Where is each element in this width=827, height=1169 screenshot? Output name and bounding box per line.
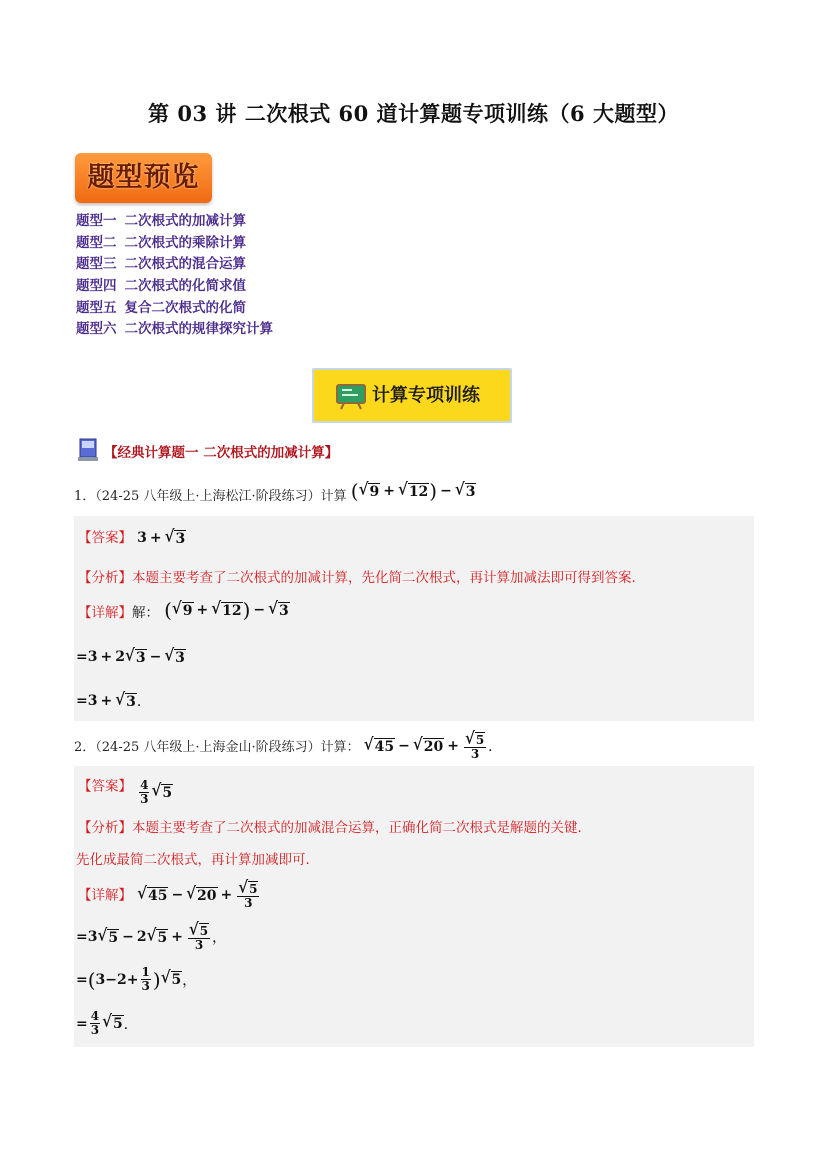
step-1-2: = 3 + √ 3 ． (76, 688, 151, 710)
type-item (76, 319, 273, 341)
analysis-2-line-2: 先化成最简二次根式，再计算加减即可． (76, 852, 319, 868)
type-text: 二次根式的乘除计算 (124, 234, 246, 251)
step-2-2: = ( 3 − 2 + $\frac{1}{3}$ ) √ 5 ， (76, 965, 197, 994)
type-text: 二次根式的规律探究计算 (124, 321, 273, 338)
answer-2: 【答案】 $\frac{4}{3}$ √ 5 (78, 778, 173, 807)
question-1-expression: ( √ 9 + √ 12 ) − √ 3 (350, 478, 476, 503)
calc-training-label: 计算专项训练 (372, 385, 480, 406)
book-icon (76, 437, 100, 463)
type-item (76, 233, 273, 255)
question-2-expression: √ 45 − √ 20 + √ 5 3 ． (363, 728, 503, 762)
step-2-3: = $\frac{4}{3}$ √ 5 ． (76, 1009, 138, 1038)
type-tag: 题型二 (76, 234, 117, 251)
type-item (76, 276, 273, 298)
type-tag: 题型五 (76, 299, 117, 316)
analysis-1: 【分析】本题主要考查了二次根式的加减计算，先化简二次根式，再计算加减法即可得到答案． (78, 570, 645, 586)
type-tag: 题型三 (76, 256, 117, 273)
question-2-lead: 2．（24-25 八年级上·上海金山·阶段练习）计算： (74, 739, 360, 755)
question-1 (74, 478, 476, 504)
type-text: 二次根式的混合运算 (124, 256, 246, 273)
type-text: 二次根式的加减计算 (124, 213, 246, 229)
type-text: 二次根式的化简求值 (124, 278, 246, 295)
question-2 (74, 728, 503, 762)
step-1-1: = 3 + 2 √ 3 − √ 3 (76, 645, 185, 666)
detail-2: 【详解】 √ 45 − √ 20 + √ 5 3 (78, 877, 258, 911)
step-2-1: = 3 √ 5 − 2 √ 5 + √ 5 3 ， (76, 919, 227, 953)
analysis-2: 【分析】本题主要考查了二次根式的加减混合运算，正确化简二次根式是解题的关键． (78, 820, 591, 836)
type-item (76, 298, 273, 320)
calc-training-banner (312, 368, 512, 423)
type-tag: 题型四 (76, 278, 117, 295)
type-text: 复合二次根式的化简 (124, 299, 246, 316)
detail-1: 【详解】解： ( √ 9 + √ 12 ) − √ 3 (78, 597, 289, 622)
section-heading-text: 【经典计算题一 二次根式的加减计算】 (104, 445, 339, 461)
type-tag: 题型六 (76, 321, 117, 338)
answer-box-2 (74, 766, 754, 1047)
answer-box-1 (74, 516, 754, 721)
question-1-lead: 1．（24-25 八年级上·上海松江·阶段练习）计算 (74, 489, 347, 504)
preview-badge (75, 153, 212, 203)
blackboard-icon (336, 384, 366, 410)
type-item (76, 254, 273, 276)
page-title: 第 03 讲 二次根式 60 道计算题专项训练（6 大题型） (148, 101, 679, 126)
preview-badge-label: 题型预览 (87, 162, 200, 193)
question-type-list (76, 211, 273, 341)
type-tag: 题型一 (76, 213, 117, 229)
type-item (76, 211, 273, 233)
answer-1: 【答案】 3 + √ 3 (78, 525, 186, 547)
